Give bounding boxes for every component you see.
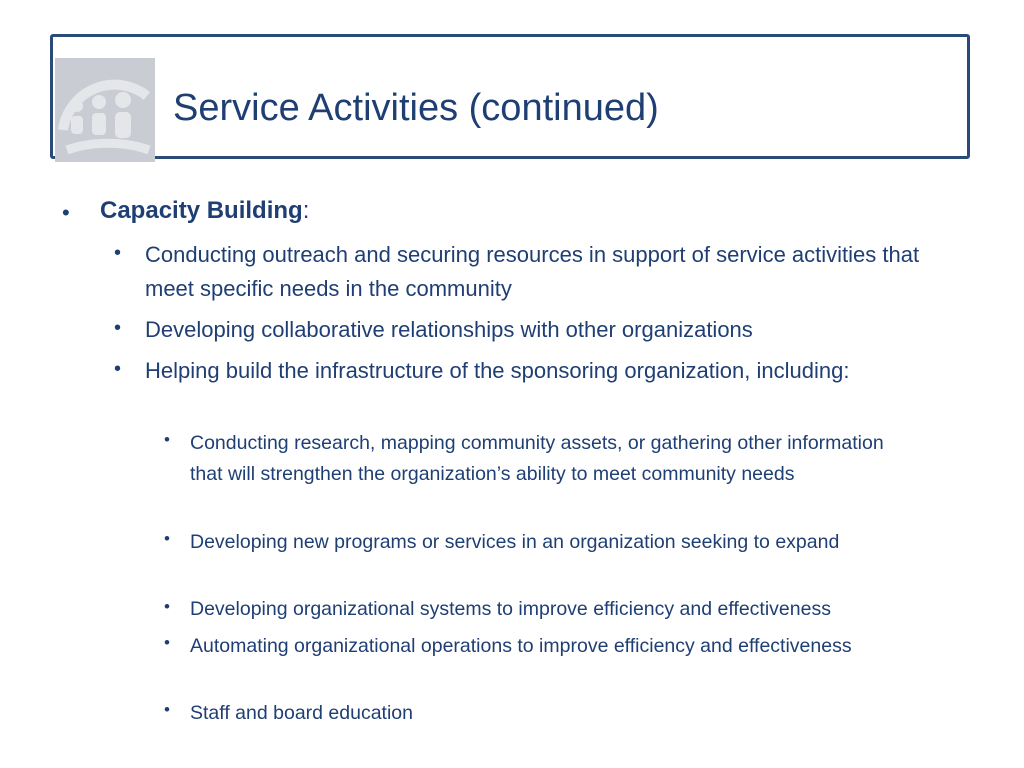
bullet-marker: •	[114, 242, 122, 264]
heading-label: Capacity Building	[100, 197, 303, 224]
bullet-marker: •	[114, 317, 122, 339]
sub-list-item: Conducting research, mapping community assets, or gathering other information that will strengthen the organization’s ability to meet community needs	[190, 432, 884, 485]
sub-list-item: Developing organizational systems to improve efficiency and effectiveness	[190, 598, 831, 620]
sub-list-item: Automating organizational operations to improve efficiency and effectiveness	[190, 635, 852, 657]
heading-colon: :	[302, 197, 310, 224]
sub-list-item: Developing new programs or services in an organization seeking to expand	[190, 531, 840, 553]
list-item: Helping build the infrastructure of the sponsoring organization, including:	[145, 358, 850, 383]
bullet-marker: •	[114, 358, 122, 380]
list-item: Conducting outreach and securing resources in support of service activities that meet specific needs in the community	[145, 242, 920, 301]
bullet-marker: •	[164, 597, 170, 616]
bullet-marker: •	[62, 200, 70, 225]
bullet-marker: •	[164, 700, 170, 719]
bullet-marker: •	[164, 430, 170, 449]
sub-list-item: Staff and board education	[190, 702, 413, 724]
list-item: Developing collaborative relationships with other organizations	[145, 317, 753, 342]
slide-title: Service Activities (continued)	[173, 87, 659, 129]
capacity-building-heading	[100, 197, 309, 225]
bullet-marker: •	[164, 633, 170, 652]
bullet-marker: •	[164, 529, 170, 548]
